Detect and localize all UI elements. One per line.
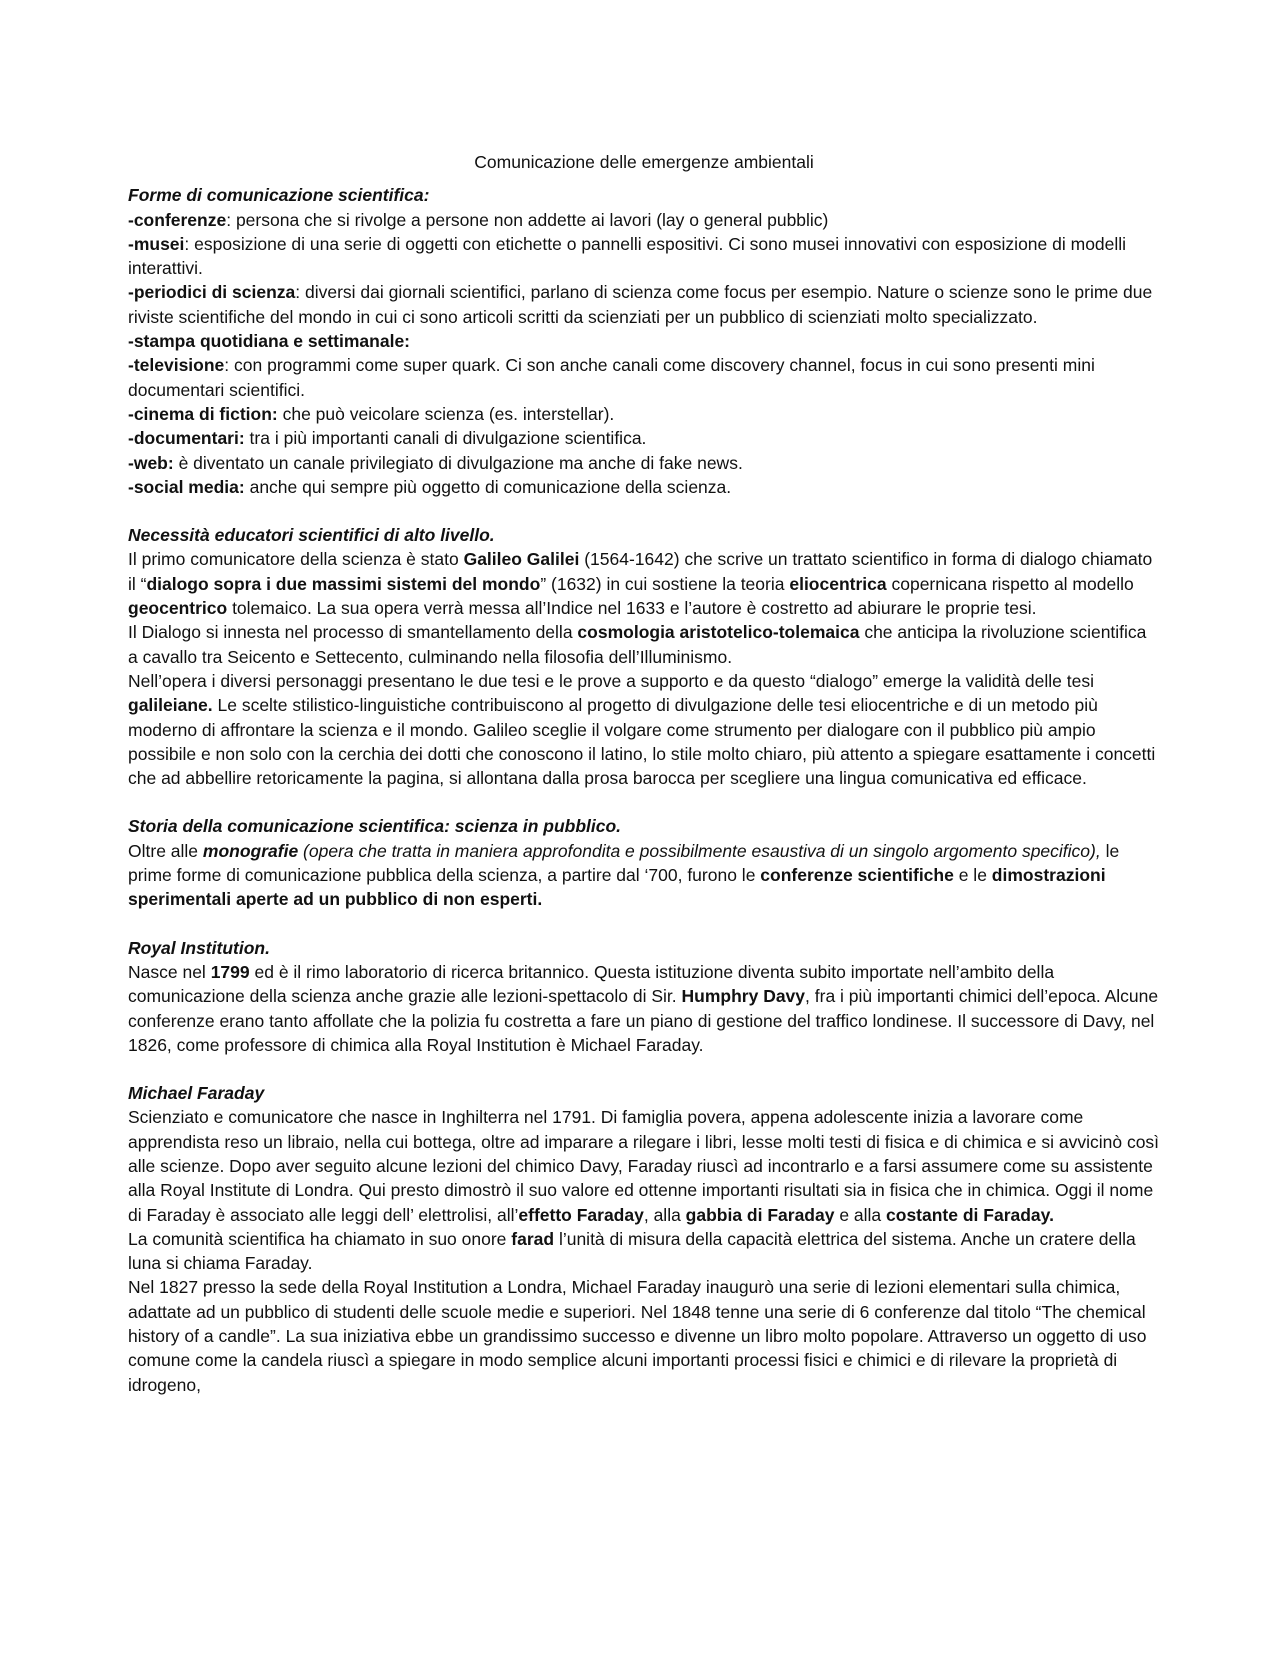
paragraph: [128, 451, 1160, 475]
text-run: Nell’opera i diversi personaggi presentano le due tesi e le prove a supporto e da questo “dialogo” emerge la validità delle tesi: [128, 670, 1095, 691]
text-run: geocentrico: [128, 598, 228, 619]
paragraph: [128, 475, 1160, 499]
text-run: (1564-1642) che scrive un trattato scientifico in forma di dialogo chiamato il “: [128, 549, 1153, 594]
document-section: [128, 936, 1160, 1057]
text-run: 1799: [210, 961, 250, 982]
document-section: [128, 1081, 1160, 1397]
text-run: , alla: [643, 1204, 686, 1225]
text-run: -stampa quotidiana e settimanale:: [128, 331, 411, 352]
text-run: le prime forme di comunicazione pubblica della scienza, a partire dal ‘700, furono le: [128, 840, 1120, 886]
paragraph: [128, 353, 1160, 402]
text-run: Humphry Davy: [681, 986, 806, 1007]
text-run: -conferenze: [128, 209, 227, 230]
paragraph: [128, 232, 1160, 281]
text-run: costante di Faraday.: [886, 1204, 1054, 1225]
text-run: : con programmi come super quark. Ci son anche canali come discovery channel, focus in cui sono presenti mini documentari scientifici.: [128, 355, 1095, 400]
paragraph: [128, 669, 1160, 790]
section-heading: Michael Faraday: [128, 1083, 265, 1104]
paragraph: [128, 1227, 1160, 1276]
text-run: : diversi dai giornali scientifici, parlano di scienza come focus per esempio. Nature o scienze sono le prime due riviste scientifiche del mondo in cui ci sono articoli scritti da scienziati per un pubblico di scienziati molto specializzato.: [128, 282, 1153, 327]
text-run: che anticipa la rivoluzione scientifica a cavallo tra Seicento e Settecento, culminando nella filosofia dell’Illuminismo.: [128, 622, 1147, 667]
text-run: eliocentrica: [789, 573, 887, 594]
text-run: -periodici di scienza: [128, 282, 296, 303]
paragraph: [128, 329, 1160, 353]
document-title: Comunicazione delle emergenze ambientali: [474, 152, 814, 172]
text-run: : esposizione di una serie di oggetti con etichette o pannelli espositivi. Ci sono musei innovativi con esposizione di modelli interattivi.: [128, 233, 1127, 279]
text-run: Oltre alle: [128, 840, 203, 861]
paragraph: [128, 960, 1160, 1057]
text-run: galileiane.: [128, 695, 213, 716]
text-run: cosmologia aristotelico-tolemaica: [577, 622, 860, 643]
document-section: [128, 814, 1160, 911]
document-section: [128, 183, 1160, 499]
text-run: farad: [511, 1228, 555, 1249]
text-run: effetto Faraday: [518, 1204, 644, 1225]
text-run: Il primo comunicatore della scienza è stato: [128, 549, 464, 570]
text-run: (opera che tratta in maniera approfondita e possibilmente esaustiva di un singolo argomento specifico),: [298, 840, 1101, 861]
text-run: tolemaico. La sua opera verrà messa all’Indice nel 1633 e l’autore è costretto ad abiurare le proprie tesi.: [227, 598, 1037, 619]
text-run: , fra i più importanti chimici dell’epoca. Alcune conferenze erano tanto affollate che la polizia fu costretta a fare un piano di gestione del traffico londinese. Il successore di Davy, nel 1826, come professore di chimica alla Royal Institution è Michael Faraday.: [128, 986, 1159, 1055]
section-heading: Necessità educatori scientifici di alto livello.: [128, 525, 495, 546]
text-run: -televisione: [128, 355, 225, 376]
text-run: conferenze scientifiche: [760, 865, 954, 886]
text-run: -cinema di fiction:: [128, 403, 278, 424]
text-run: -web:: [128, 452, 174, 473]
text-run: dialogo sopra i due massimi sistemi del mondo: [146, 573, 541, 594]
text-run: Nasce nel: [128, 961, 211, 982]
text-run: copernicana rispetto al modello: [886, 573, 1134, 594]
text-run: è diventato un canale privilegiato di divulgazione ma anche di fake news.: [173, 452, 743, 473]
text-run: Il Dialogo si innesta nel processo di smantellamento della: [128, 622, 578, 643]
text-run: anche qui sempre più oggetto di comunicazione della scienza.: [244, 476, 732, 497]
text-run: Le scelte stilistico-linguistiche contribuiscono al progetto di divulgazione delle tesi eliocentriche e di un metodo più moderno di affrontare la scienza e il mondo. Galileo sceglie il volgare come strumento per dialogare con il pubblico più ampio possibile e non solo con la cerchia dei dotti che conoscono il latino, lo stile molto chiaro, più attento a spiegare esattamente i concetti che ad abbellire retoricamente la pagina, si allontana dalla prosa barocca per scegliere una lingua comunicativa ed efficace.: [128, 695, 1156, 789]
section-heading: Storia della comunicazione scientifica: scienza in pubblico.: [128, 816, 622, 837]
text-run: gabbia di Faraday: [685, 1204, 835, 1225]
text-run: monografie: [202, 840, 299, 861]
text-run: Nel 1827 presso la sede della Royal Institution a Londra, Michael Faraday inaugurò una serie di lezioni elementari sulla chimica, adattate ad un pubblico di studenti delle scuole medie e superiori. Nel 1848 tenne una serie di 6 conferenze dal titolo “The chemical history of a candle”. La sua iniziativa ebbe un grandissimo successo e divenne un libro molto popolare. Attraverso un oggetto di uso comune come la candela riuscì a spiegare in modo semplice alcuni importanti processi fisici e chimici e di rilevare la proprietà di idrogeno,: [128, 1277, 1147, 1395]
section-heading: Forme di comunicazione scientifica:: [128, 185, 430, 206]
paragraph: [128, 208, 1160, 232]
document-page: [128, 150, 1160, 1421]
text-run: che può veicolare scienza (es. interstellar).: [277, 403, 615, 424]
document-section: [128, 523, 1160, 790]
text-run: e le: [953, 865, 992, 886]
paragraph: [128, 280, 1160, 329]
paragraph: [128, 839, 1160, 912]
paragraph: [128, 1105, 1160, 1226]
text-run: -musei: [128, 233, 185, 254]
text-run: tra i più importanti canali di divulgazione scientifica.: [244, 428, 647, 449]
section-heading: Royal Institution.: [128, 937, 270, 958]
paragraph: [128, 1275, 1160, 1396]
text-run: e alla: [834, 1204, 887, 1225]
paragraph: [128, 426, 1160, 450]
paragraph: [128, 620, 1160, 669]
text-run: -social media:: [128, 476, 245, 497]
text-run: ed è il rimo laboratorio di ricerca britannico. Questa istituzione diventa subito importate nell’ambito della comunicazione della scienza anche grazie alle lezioni-spettacolo di Sir.: [128, 961, 1055, 1007]
text-run: Scienziato e comunicatore che nasce in Inghilterra nel 1791. Di famiglia povera, appena adolescente inizia a lavorare come apprendista reso un libraio, nella cui bottega, oltre ad imparare a rilegare i libri, lesse molti testi di fisica e di chimica e si avvicinò così alle scienze. Dopo aver seguito alcune lezioni del chimico Davy, Faraday riuscì ad incontrarlo e a farsi assumere come su assistente alla Royal Institute di Londra. Qui presto dimostrò il suo valore ed ottenne importanti risultati sia in fisica che in chimica. Oggi il nome di Faraday è associato alle leggi dell’ elettrolisi, all’: [128, 1107, 1160, 1225]
text-run: : persona che si rivolge a persone non addette ai lavori (lay o general pubblic): [226, 209, 829, 230]
text-run: ” (1632) in cui sostiene la teoria: [540, 573, 790, 594]
document-body: [128, 183, 1160, 1397]
text-run: dimostrazioni sperimentali aperte ad un pubblico di non esperti.: [128, 865, 1106, 910]
paragraph: [128, 547, 1160, 620]
text-run: La comunità scientifica ha chiamato in suo onore: [128, 1228, 512, 1249]
text-run: Galileo Galilei: [463, 549, 580, 570]
text-run: l’unità di misura della capacità elettrica del sistema. Anche un cratere della luna si chiama Faraday.: [128, 1228, 1136, 1274]
text-run: -documentari:: [128, 428, 245, 449]
paragraph: [128, 402, 1160, 426]
